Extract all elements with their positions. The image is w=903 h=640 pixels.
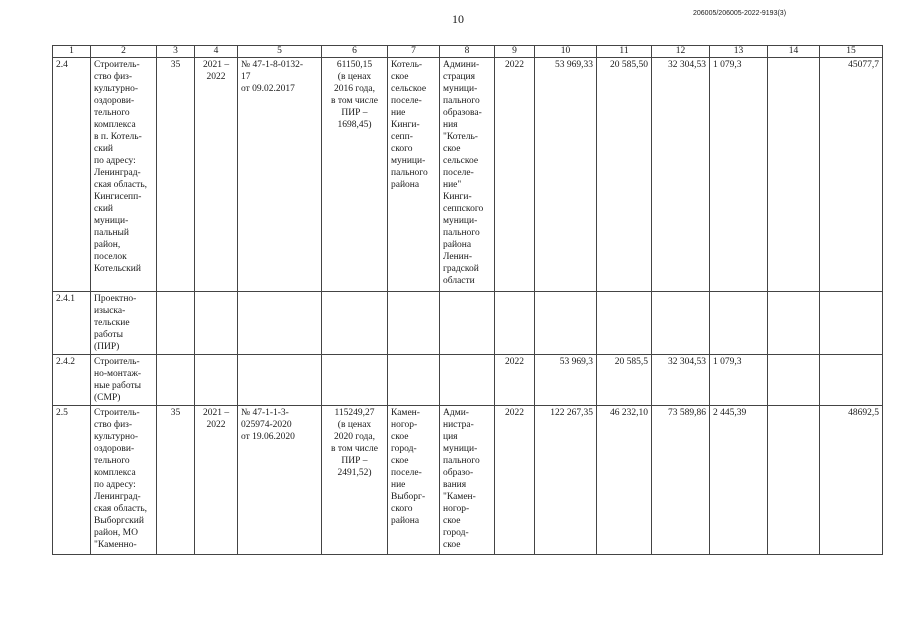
cell-col3: 35 <box>157 406 195 555</box>
amount-col11: 46 232,10 <box>597 406 652 555</box>
amount-col12: 73 589,86 <box>652 406 710 555</box>
amount-col12: 32 304,53 <box>652 355 710 406</box>
year: 2022 <box>495 406 535 555</box>
column-header: 4 <box>195 46 238 58</box>
estimated-cost <box>322 292 388 355</box>
customer <box>440 355 495 406</box>
period: 2021 – 2022 <box>195 58 238 292</box>
amount-col14 <box>768 292 820 355</box>
amount-total: 122 267,35 <box>535 406 597 555</box>
amount-col11: 20 585,50 <box>597 58 652 292</box>
column-header: 2 <box>91 46 157 58</box>
column-header: 10 <box>535 46 597 58</box>
item-number: 2.4.2 <box>53 355 91 406</box>
amount-col12 <box>652 292 710 355</box>
municipality <box>388 292 440 355</box>
column-header: 6 <box>322 46 388 58</box>
item-number: 2.5 <box>53 406 91 555</box>
column-header: 15 <box>820 46 883 58</box>
item-description: Строитель- ство физ- культурно- оздорови- тельного комплекса по адресу: Ленинград- ская область, Выборгский район, МО "Каменно- <box>91 406 157 555</box>
cell-col3 <box>157 355 195 406</box>
amount-col11: 20 585,5 <box>597 355 652 406</box>
table-row <box>53 406 883 555</box>
column-header: 14 <box>768 46 820 58</box>
customer: Адми- нистра- ция муници- пального образо- вания "Камен- ногор- ское город- ское <box>440 406 495 555</box>
amount-col13: 1 079,3 <box>710 58 768 292</box>
column-header: 5 <box>238 46 322 58</box>
budget-table <box>52 45 883 555</box>
period <box>195 292 238 355</box>
amount-col14 <box>768 355 820 406</box>
amount-total <box>535 292 597 355</box>
amount-col13 <box>710 292 768 355</box>
estimated-cost: 61150,15 (в ценах 2016 года, в том числе ПИР – 1698,45) <box>322 58 388 292</box>
amount-col15: 48692,5 <box>820 406 883 555</box>
amount-col13: 2 445,39 <box>710 406 768 555</box>
document-id: 206005/206005-2022-9193(3) <box>693 10 787 17</box>
year <box>495 292 535 355</box>
column-header: 11 <box>597 46 652 58</box>
cell-col3 <box>157 292 195 355</box>
cell-col3: 35 <box>157 58 195 292</box>
expertise-number: № 47-1-1-3- 025974-2020 от 19.06.2020 <box>238 406 322 555</box>
column-header: 9 <box>495 46 535 58</box>
amount-total: 53 969,33 <box>535 58 597 292</box>
column-header: 13 <box>710 46 768 58</box>
column-header: 3 <box>157 46 195 58</box>
amount-total: 53 969,3 <box>535 355 597 406</box>
amount-col13: 1 079,3 <box>710 355 768 406</box>
item-description: Строитель- ство физ- культурно- оздорови- тельного комплекса в п. Котель- ский по адресу: Ленинград- ская область, Кингисепп- ский муници- пальный район, поселок Котельский <box>91 58 157 292</box>
year: 2022 <box>495 355 535 406</box>
expertise-number <box>238 355 322 406</box>
column-header: 8 <box>440 46 495 58</box>
estimated-cost <box>322 355 388 406</box>
column-header: 12 <box>652 46 710 58</box>
amount-col15 <box>820 355 883 406</box>
item-description: Строитель- но-монтаж- ные работы (СМР) <box>91 355 157 406</box>
item-description: Проектно- изыска- тельские работы (ПИР) <box>91 292 157 355</box>
amount-col15 <box>820 292 883 355</box>
municipality: Камен- ногор- ское город- ское поселе- ние Выборг- ского района <box>388 406 440 555</box>
amount-col15: 45077,7 <box>820 58 883 292</box>
expertise-number: № 47-1-8-0132- 17 от 09.02.2017 <box>238 58 322 292</box>
column-header: 1 <box>53 46 91 58</box>
expertise-number <box>238 292 322 355</box>
amount-col14 <box>768 58 820 292</box>
period <box>195 355 238 406</box>
amount-col12: 32 304,53 <box>652 58 710 292</box>
item-number: 2.4.1 <box>53 292 91 355</box>
column-header: 7 <box>388 46 440 58</box>
item-number: 2.4 <box>53 58 91 292</box>
period: 2021 – 2022 <box>195 406 238 555</box>
estimated-cost: 115249,27 (в ценах 2020 года, в том числе ПИР – 2491,52) <box>322 406 388 555</box>
column-number-row <box>53 46 883 58</box>
amount-col11 <box>597 292 652 355</box>
municipality <box>388 355 440 406</box>
year: 2022 <box>495 58 535 292</box>
customer: Админи- страция муници- пального образова- ния "Котель- ское сельское поселе- ние" Кинги- сеппского муници- пального района Ленин- градской области <box>440 58 495 292</box>
table-row <box>53 58 883 292</box>
amount-col14 <box>768 406 820 555</box>
table-row <box>53 292 883 355</box>
table-row <box>53 355 883 406</box>
municipality: Котель- ское сельское поселе- ние Кинги- сепп- ского муници- пального района <box>388 58 440 292</box>
customer <box>440 292 495 355</box>
page-number: 10 <box>452 12 464 26</box>
